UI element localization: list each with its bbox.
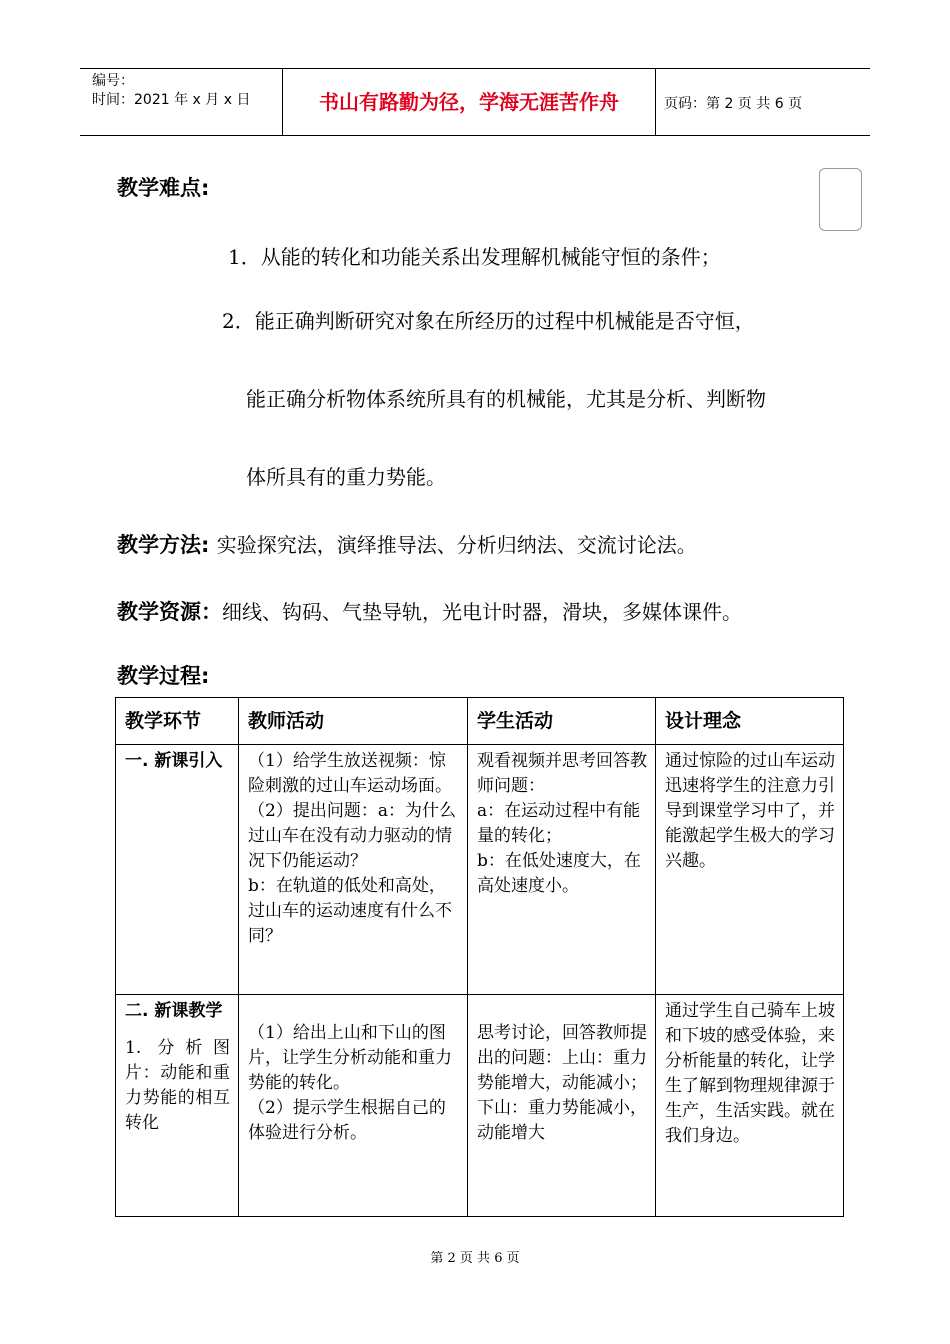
margin-note-box (819, 168, 862, 231)
table-row (116, 995, 844, 1217)
stage-title: 一. 新课引入 (125, 751, 223, 771)
column-header-teacher: 教师活动 (239, 698, 468, 745)
page-footer: 第 2 页 共 6 页 (430, 1251, 520, 1266)
header-top-rule (80, 68, 870, 69)
resources-text: 细线、钩码、气垫导轨，光电计时器，滑块，多媒体课件。 (222, 600, 742, 624)
design-cell: 通过学生自己骑车上坡和下坡的感受体验，来分析能量的转化，让学生了解到物理规律源于生产，生活实践。就在我们身边。 (656, 995, 844, 1217)
method-section (117, 529, 697, 559)
header-time: 时间：2021 年 x 月 x 日 (92, 92, 251, 108)
stage-subtitle: 1. 分析图片：动能和重力势能的相互转化 (125, 1038, 230, 1133)
table-row (116, 745, 844, 995)
header-divider-left (282, 68, 283, 136)
header-page-info: 页码：第 2 页 共 6 页 (664, 96, 803, 112)
method-text: 实验探究法，演绎推导法、分析归纳法、交流讨论法。 (216, 533, 697, 557)
process-table (115, 697, 844, 1217)
design-cell: 通过惊险的过山车运动迅速将学生的注意力引导到课堂学习中了，并能激起学生极大的学习兴趣。 (656, 745, 844, 995)
column-header-student: 学生活动 (468, 698, 656, 745)
teacher-cell: （1）给出上山和下山的图片，让学生分析动能和重力势能的转化。 （2）提示学生根据自己的体验进行分析。 (239, 995, 468, 1217)
header-meta (92, 72, 250, 110)
column-header-design: 设计理念 (656, 698, 844, 745)
resources-section (117, 596, 742, 626)
difficulty-item-2-line-1: 2．能正确判断研究对象在所经历的过程中机械能是否守恒， (222, 309, 755, 333)
student-cell: 观看视频并思考回答教师问题： a：在运动过程中有能量的转化； b：在低处速度大，在高处速度小。 (468, 745, 656, 995)
table-header-row (116, 698, 844, 745)
teacher-cell: （1）给学生放送视频：惊险刺激的过山车运动场面。 （2）提出问题：a：为什么过山车在没有动力驱动的情况下仍能运动？ b：在轨道的低处和高处，过山车的运动速度有什么不同？ (239, 745, 468, 995)
header-bottom-rule (80, 135, 870, 136)
student-cell: 思考讨论，回答教师提出的问题：上山：重力势能增大，动能减小；下山：重力势能减小，动能增大 (468, 995, 656, 1217)
difficulty-heading: 教学难点: (117, 176, 210, 200)
difficulty-item-2-line-2: 能正确分析物体系统所具有的机械能，尤其是分析、判断物 (246, 387, 766, 411)
stage-cell (116, 745, 239, 995)
header-number: 编号： (92, 73, 134, 89)
column-header-stage: 教学环节 (116, 698, 239, 745)
method-heading: 教学方法: (117, 533, 210, 557)
stage-title: 二. 新课教学 (125, 1001, 223, 1021)
difficulty-item-1: 1．从能的转化和功能关系出发理解机械能守恒的条件； (228, 245, 721, 269)
stage-cell (116, 995, 239, 1217)
process-heading: 教学过程: (117, 664, 210, 688)
resources-heading: 教学资源： (117, 600, 222, 624)
header-divider-right (655, 68, 656, 136)
difficulty-item-2-line-3: 体所具有的重力势能。 (246, 465, 446, 489)
header-motto: 书山有路勤为径，学海无涯苦作舟 (319, 90, 619, 114)
